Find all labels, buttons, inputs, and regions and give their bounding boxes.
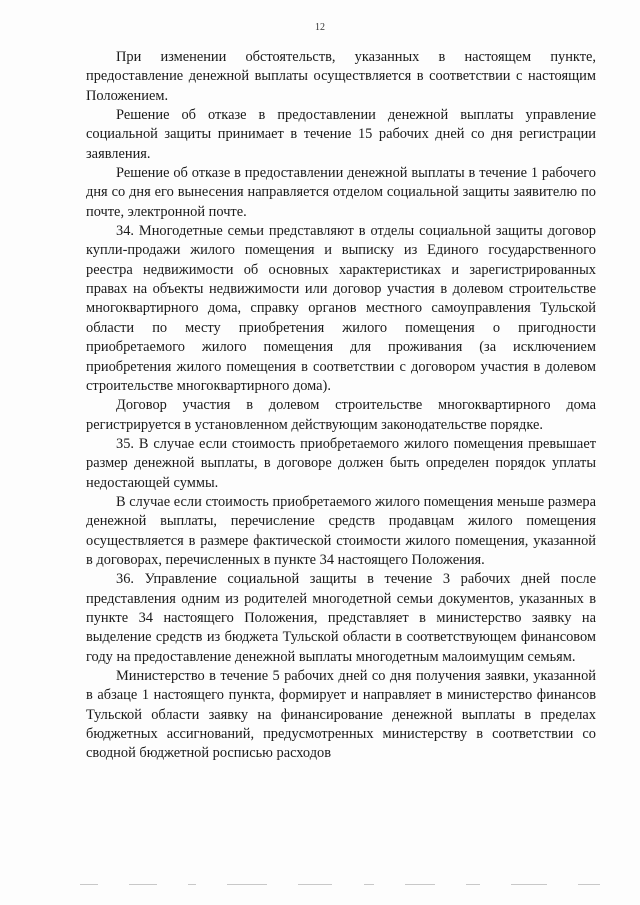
paragraph: При изменении обстоятельств, указанных в настоящем пункте, предоставление денежной выплаты осуществляется в соответствии с настоящим Положением.	[86, 49, 596, 104]
paragraph: Решение об отказе в предоставлении денежной выплаты в течение 1 рабочего дня со дня его вынесения направляется отделом социальной защиты заявителю по почте, электронной почте.	[86, 165, 596, 220]
scan-artifact-line	[80, 884, 600, 888]
paragraph-34: 34. Многодетные семьи представляют в отделы социальной защиты договор купли-продажи жилого помещения и выписку из Единого государственного реестра недвижимости об основных характеристиках и зарегистрированных правах на объекты недвижимости или договор участия в долевом строительстве многоквартирного дома, справку органов местного самоуправления Тульской области по месту приобретения жилого помещения о пригодности приобретаемого жилого помещения для проживания (за исключением приобретения жилого помещения в соответствии с договором участия в долевом строительстве многоквартирного дома).	[86, 223, 596, 394]
paragraph: Министерство в течение 5 рабочих дней со дня получения заявки, указанной в абзаце 1 настоящего пункта, формирует и направляет в министерство финансов Тульской области заявку на финансирование денежной выплаты в пределах бюджетных ассигнований, предусмотренных министерству в соответствии со сводной бюджетной росписью расходов	[86, 668, 596, 762]
document-body	[86, 48, 596, 764]
paragraph: Решение об отказе в предоставлении денежной выплаты управление социальной защиты принимает в течение 15 рабочих дней со дня регистрации заявления.	[86, 107, 596, 162]
paragraph: Договор участия в долевом строительстве многоквартирного дома регистрируется в установленном действующим законодательстве порядке.	[86, 397, 596, 433]
page-number: 12	[315, 22, 325, 33]
paragraph-36: 36. Управление социальной защиты в течение 3 рабочих дней после представления одним из родителей многодетной семьи документов, указанных в пункте 34 настоящего Положения, представляет в министерство заявку на выделение средств из бюджета Тульской области в соответствующем финансовом году на предоставление денежной выплаты многодетным малоимущим семьям.	[86, 571, 596, 665]
paragraph: В случае если стоимость приобретаемого жилого помещения меньше размера денежной выплаты, перечисление средств продавцам жилого помещения осуществляется в размере фактической стоимости жилого помещения, указанной в договорах, перечисленных в пункте 34 настоящего Положения.	[86, 493, 596, 568]
paragraph-35: 35. В случае если стоимость приобретаемого жилого помещения превышает размер денежной выплаты, в договоре должен быть определен порядок уплаты недостающей суммы.	[86, 435, 596, 491]
